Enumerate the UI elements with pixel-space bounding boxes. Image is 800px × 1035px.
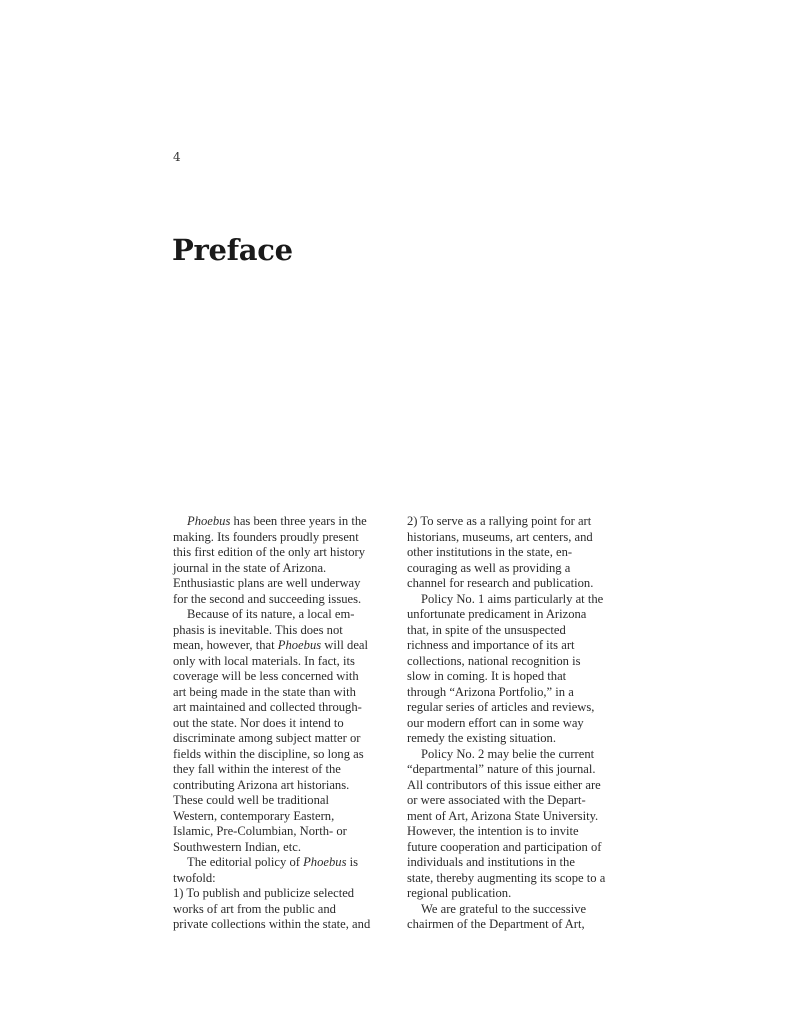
text-column-left (173, 514, 399, 933)
text-segment: richness and importance of its art (407, 638, 575, 652)
text-column-right (407, 514, 629, 933)
text-segment: slow in coming. It is hoped that (407, 669, 567, 683)
text-segment: this first edition of the only art history (173, 545, 366, 559)
text-line (173, 700, 399, 716)
text-segment: mean, however, that (173, 638, 278, 652)
text-line (407, 871, 629, 887)
text-line (173, 917, 399, 933)
text-segment: twofold: (173, 870, 216, 885)
text-segment: art maintained and collected through- (173, 700, 362, 714)
text-segment: has been three years in the (230, 514, 367, 528)
text-line (173, 871, 399, 887)
text-line (407, 700, 629, 716)
text-segment: regular series of articles and reviews, (407, 700, 595, 714)
text-segment: art being made in the state than with (173, 684, 356, 699)
text-segment: they fall within the interest of the (173, 762, 341, 776)
text-line (407, 778, 629, 794)
text-segment: The editorial policy of (187, 855, 304, 869)
text-segment: Enthusiastic plans are well underway (173, 576, 361, 590)
text-segment: 2) To serve as a rallying point for art (407, 514, 592, 528)
text-line (407, 607, 629, 623)
text-line (173, 669, 399, 685)
text-segment: works of art from the public and (173, 901, 336, 916)
text-line (173, 514, 399, 530)
text-line (407, 840, 629, 856)
text-line (407, 855, 629, 871)
italic-title: Phoebus (277, 638, 322, 652)
text-segment: that, in spite of the unsuspected (407, 622, 566, 637)
text-line (407, 762, 629, 778)
text-line (173, 638, 399, 654)
page-title: Preface (172, 233, 293, 267)
text-segment: couraging as well as providing a (407, 560, 571, 575)
text-segment: making. Its founders proudly present (173, 529, 359, 544)
italic-title: Phoebus (187, 514, 231, 528)
text-line (407, 514, 629, 530)
text-line (173, 793, 399, 809)
text-segment: However, the intention is to invite (407, 824, 579, 838)
text-segment: state, thereby augmenting its scope to a (407, 870, 606, 885)
text-segment: individuals and institutions in the (407, 855, 575, 869)
text-line (173, 747, 399, 763)
text-line (407, 793, 629, 809)
text-segment: our modern effort can in some way (407, 715, 584, 730)
text-line (173, 654, 399, 670)
text-segment: through “Arizona Portfolio,” in a (407, 684, 574, 699)
text-line (173, 530, 399, 546)
text-line (173, 731, 399, 747)
text-line (407, 824, 629, 840)
text-segment: only with local materials. In fact, its (173, 653, 355, 668)
text-segment: 1) To publish and publicize selected (173, 886, 355, 900)
page-number: 4 (173, 150, 181, 164)
text-line (173, 809, 399, 825)
text-line (407, 747, 629, 763)
text-line (407, 638, 629, 654)
text-segment: All contributors of this issue either are (407, 777, 601, 792)
text-segment: These could well be traditional (173, 793, 329, 807)
text-segment: private collections within the state, and (173, 917, 371, 931)
text-line (173, 576, 399, 592)
text-segment: unfortunate predicament in Arizona (407, 607, 587, 621)
text-segment: phasis is inevitable. This does not (173, 622, 343, 637)
text-line (173, 592, 399, 608)
text-line (173, 762, 399, 778)
text-line (407, 731, 629, 747)
text-line (407, 561, 629, 577)
text-segment: channel for research and publication. (407, 576, 594, 590)
italic-title: Phoebus (303, 855, 347, 869)
text-segment: fields within the discipline, so long as (173, 746, 364, 761)
text-segment: future cooperation and participation of (407, 839, 602, 854)
text-segment: ment of Art, Arizona State University. (407, 808, 599, 823)
text-segment: regional publication. (407, 886, 512, 900)
text-line (407, 592, 629, 608)
text-segment: historians, museums, art centers, and (407, 529, 593, 544)
text-segment: collections, national recognition is (407, 653, 581, 668)
text-segment: Western, contemporary Eastern, (173, 808, 335, 823)
text-segment: Policy No. 2 may belie the current (421, 746, 595, 761)
text-line (173, 623, 399, 639)
text-segment: Islamic, Pre-Columbian, North- or (173, 824, 347, 838)
text-segment: will deal (321, 638, 369, 652)
text-line (173, 685, 399, 701)
text-line (173, 716, 399, 732)
text-line (407, 623, 629, 639)
text-segment: contributing Arizona art historians. (173, 777, 350, 792)
text-segment: or were associated with the Depart- (407, 793, 586, 807)
text-line (407, 654, 629, 670)
text-line (173, 840, 399, 856)
text-segment: Because of its nature, a local em- (187, 607, 355, 621)
text-line (407, 917, 629, 933)
text-line (173, 545, 399, 561)
text-line (173, 824, 399, 840)
text-line (173, 561, 399, 577)
text-line (407, 886, 629, 902)
text-line (407, 576, 629, 592)
text-line (407, 545, 629, 561)
text-line (407, 669, 629, 685)
text-segment: We are grateful to the successive (421, 901, 587, 916)
text-segment: out the state. Nor does it intend to (173, 715, 344, 730)
text-segment: Southwestern Indian, etc. (173, 839, 302, 854)
text-segment: for the second and succeeding issues. (173, 591, 362, 606)
text-segment: is (346, 855, 359, 869)
text-line (173, 886, 399, 902)
text-segment: other institutions in the state, en- (407, 545, 573, 559)
text-segment: coverage will be less concerned with (173, 669, 359, 683)
text-line (173, 607, 399, 623)
text-line (407, 809, 629, 825)
text-line (407, 530, 629, 546)
text-line (407, 685, 629, 701)
text-line (173, 855, 399, 871)
text-segment: discriminate among subject matter or (173, 731, 361, 745)
text-segment: chairmen of the Department of Art, (407, 917, 585, 931)
text-segment: Policy No. 1 aims particularly at the (421, 591, 604, 606)
text-line (407, 716, 629, 732)
text-line (407, 902, 629, 918)
text-segment: journal in the state of Arizona. (173, 560, 327, 575)
text-line (173, 902, 399, 918)
text-segment: “departmental” nature of this journal. (407, 762, 596, 776)
text-segment: remedy the existing situation. (407, 731, 556, 745)
text-line (173, 778, 399, 794)
